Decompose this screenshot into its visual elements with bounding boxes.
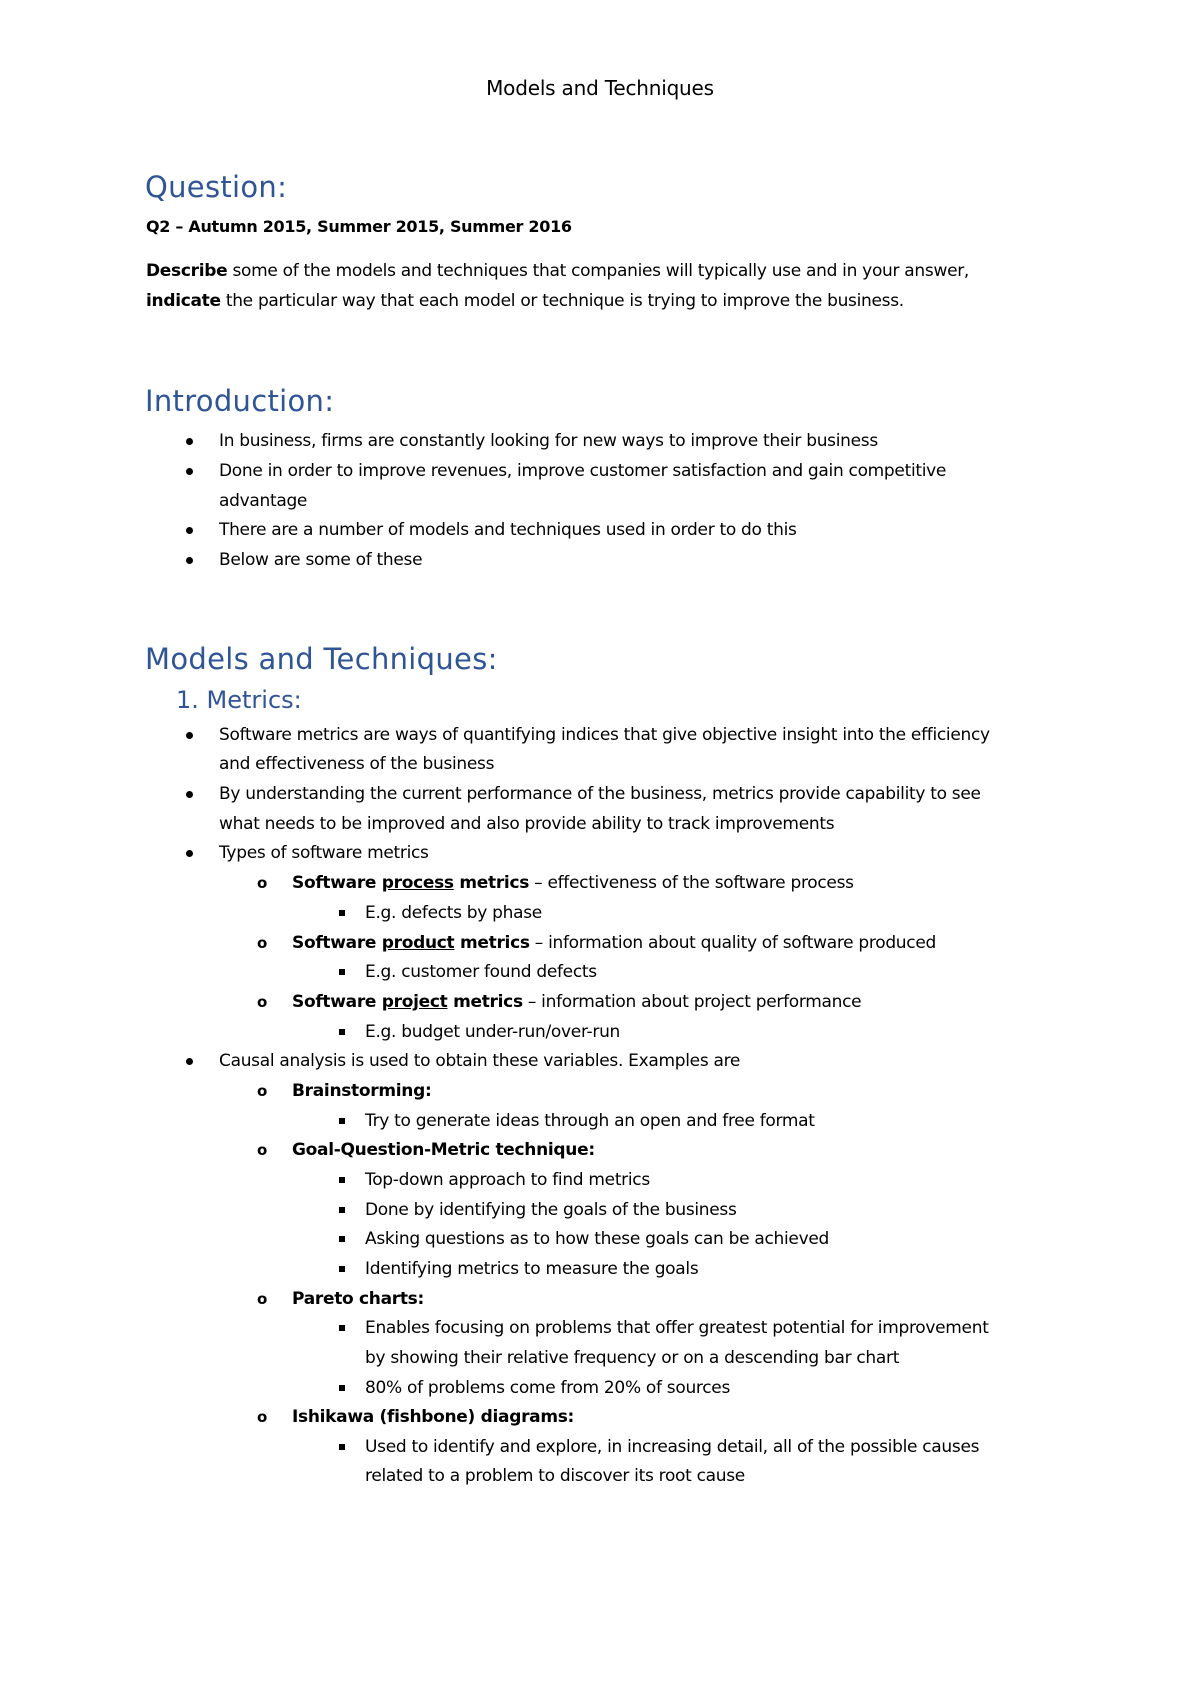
- metrics-subheading: 1. Metrics:: [176, 686, 302, 714]
- bullet-circle-icon: o: [257, 1141, 268, 1159]
- project-description: – information about project performance: [522, 992, 862, 1012]
- bullet-disc-icon: [186, 545, 193, 575]
- question-verb-indicate: indicate: [146, 291, 221, 311]
- models-heading: Models and Techniques:: [145, 642, 498, 676]
- bullet-square-icon: [339, 1254, 345, 1284]
- gqm-item: Identifying metrics to measure the goals: [365, 1259, 699, 1279]
- bullet-circle-icon: o: [257, 993, 268, 1011]
- gqm-label: Goal-Question-Metric technique:: [292, 1140, 595, 1160]
- process-metrics-item: [292, 868, 854, 898]
- project-metrics-item: [292, 987, 861, 1017]
- introduction-heading: Introduction:: [145, 384, 335, 418]
- process-underlined: process: [381, 873, 454, 893]
- bullet-disc-icon: [186, 838, 193, 868]
- question-line-2: [146, 286, 904, 316]
- process-description: – effectiveness of the software process: [529, 873, 854, 893]
- question-line-1: [146, 256, 969, 286]
- metrics-item: By understanding the current performance of the business, metrics provide capability to see: [219, 784, 981, 804]
- ishikawa-item: Used to identify and explore, in increasing detail, all of the possible causes: [365, 1437, 980, 1457]
- metrics-item-continuation: what needs to be improved and also provide ability to track improvements: [219, 814, 835, 834]
- project-pre: Software: [292, 992, 382, 1012]
- pareto-label: Pareto charts:: [292, 1289, 424, 1309]
- bullet-circle-icon: o: [257, 1290, 268, 1308]
- question-line-1-text: some of the models and techniques that companies will typically use and in your answer,: [227, 261, 970, 281]
- intro-item-continuation: advantage: [219, 491, 308, 511]
- product-metrics-item: [292, 928, 936, 958]
- question-reference: Q2 – Autumn 2015, Summer 2015, Summer 2016: [146, 217, 572, 236]
- ishikawa-label: Ishikawa (fishbone) diagrams:: [292, 1407, 575, 1427]
- product-example: E.g. customer found defects: [365, 962, 597, 982]
- document-title: Models and Techniques: [486, 76, 714, 100]
- intro-item: Done in order to improve revenues, improve customer satisfaction and gain competitive: [219, 461, 947, 481]
- bullet-square-icon: [339, 1165, 345, 1195]
- metrics-item: Causal analysis is used to obtain these variables. Examples are: [219, 1051, 741, 1071]
- pareto-item-continuation: by showing their relative frequency or on a descending bar chart: [365, 1348, 900, 1368]
- metrics-item: Software metrics are ways of quantifying indices that give objective insight into the efficiency: [219, 725, 990, 745]
- project-post: metrics: [447, 992, 523, 1012]
- product-pre: Software: [292, 933, 382, 953]
- gqm-item: Done by identifying the goals of the business: [365, 1200, 737, 1220]
- bullet-square-icon: [339, 1106, 345, 1136]
- bullet-disc-icon: [186, 456, 193, 486]
- bullet-square-icon: [339, 1224, 345, 1254]
- question-verb-describe: Describe: [146, 261, 228, 281]
- bullet-circle-icon: o: [257, 1408, 268, 1426]
- process-pre: Software: [292, 873, 382, 893]
- intro-item: There are a number of models and techniques used in order to do this: [219, 520, 797, 540]
- brainstorming-item: Try to generate ideas through an open and free format: [365, 1111, 815, 1131]
- bullet-disc-icon: [186, 720, 193, 750]
- bullet-circle-icon: o: [257, 934, 268, 952]
- brainstorming-label: Brainstorming:: [292, 1081, 432, 1101]
- bullet-disc-icon: [186, 1046, 193, 1076]
- bullet-circle-icon: o: [257, 1082, 268, 1100]
- bullet-circle-icon: o: [257, 874, 268, 892]
- ishikawa-item-continuation: related to a problem to discover its root cause: [365, 1466, 745, 1486]
- bullet-square-icon: [339, 1373, 345, 1403]
- bullet-square-icon: [339, 1432, 345, 1462]
- bullet-disc-icon: [186, 426, 193, 456]
- project-underlined: project: [381, 992, 448, 1012]
- bullet-square-icon: [339, 957, 345, 987]
- bullet-disc-icon: [186, 779, 193, 809]
- pareto-item: Enables focusing on problems that offer greatest potential for improvement: [365, 1318, 989, 1338]
- product-description: – information about quality of software produced: [529, 933, 936, 953]
- bullet-square-icon: [339, 898, 345, 928]
- pareto-item: 80% of problems come from 20% of sources: [365, 1378, 731, 1398]
- product-underlined: product: [381, 933, 455, 953]
- question-heading: Question:: [145, 170, 288, 204]
- process-post: metrics: [453, 873, 530, 893]
- metrics-item-continuation: and effectiveness of the business: [219, 754, 495, 774]
- metrics-item: Types of software metrics: [219, 843, 429, 863]
- bullet-square-icon: [339, 1313, 345, 1343]
- gqm-item: Asking questions as to how these goals can be achieved: [365, 1229, 830, 1249]
- bullet-disc-icon: [186, 515, 193, 545]
- gqm-item: Top-down approach to find metrics: [365, 1170, 650, 1190]
- product-post: metrics: [454, 933, 530, 953]
- bullet-square-icon: [339, 1195, 345, 1225]
- bullet-square-icon: [339, 1017, 345, 1047]
- project-example: E.g. budget under-run/over-run: [365, 1022, 621, 1042]
- intro-item: In business, firms are constantly looking for new ways to improve their business: [219, 431, 878, 451]
- intro-item: Below are some of these: [219, 550, 423, 570]
- question-line-2-text: the particular way that each model or technique is trying to improve the business.: [220, 291, 904, 311]
- process-example: E.g. defects by phase: [365, 903, 542, 923]
